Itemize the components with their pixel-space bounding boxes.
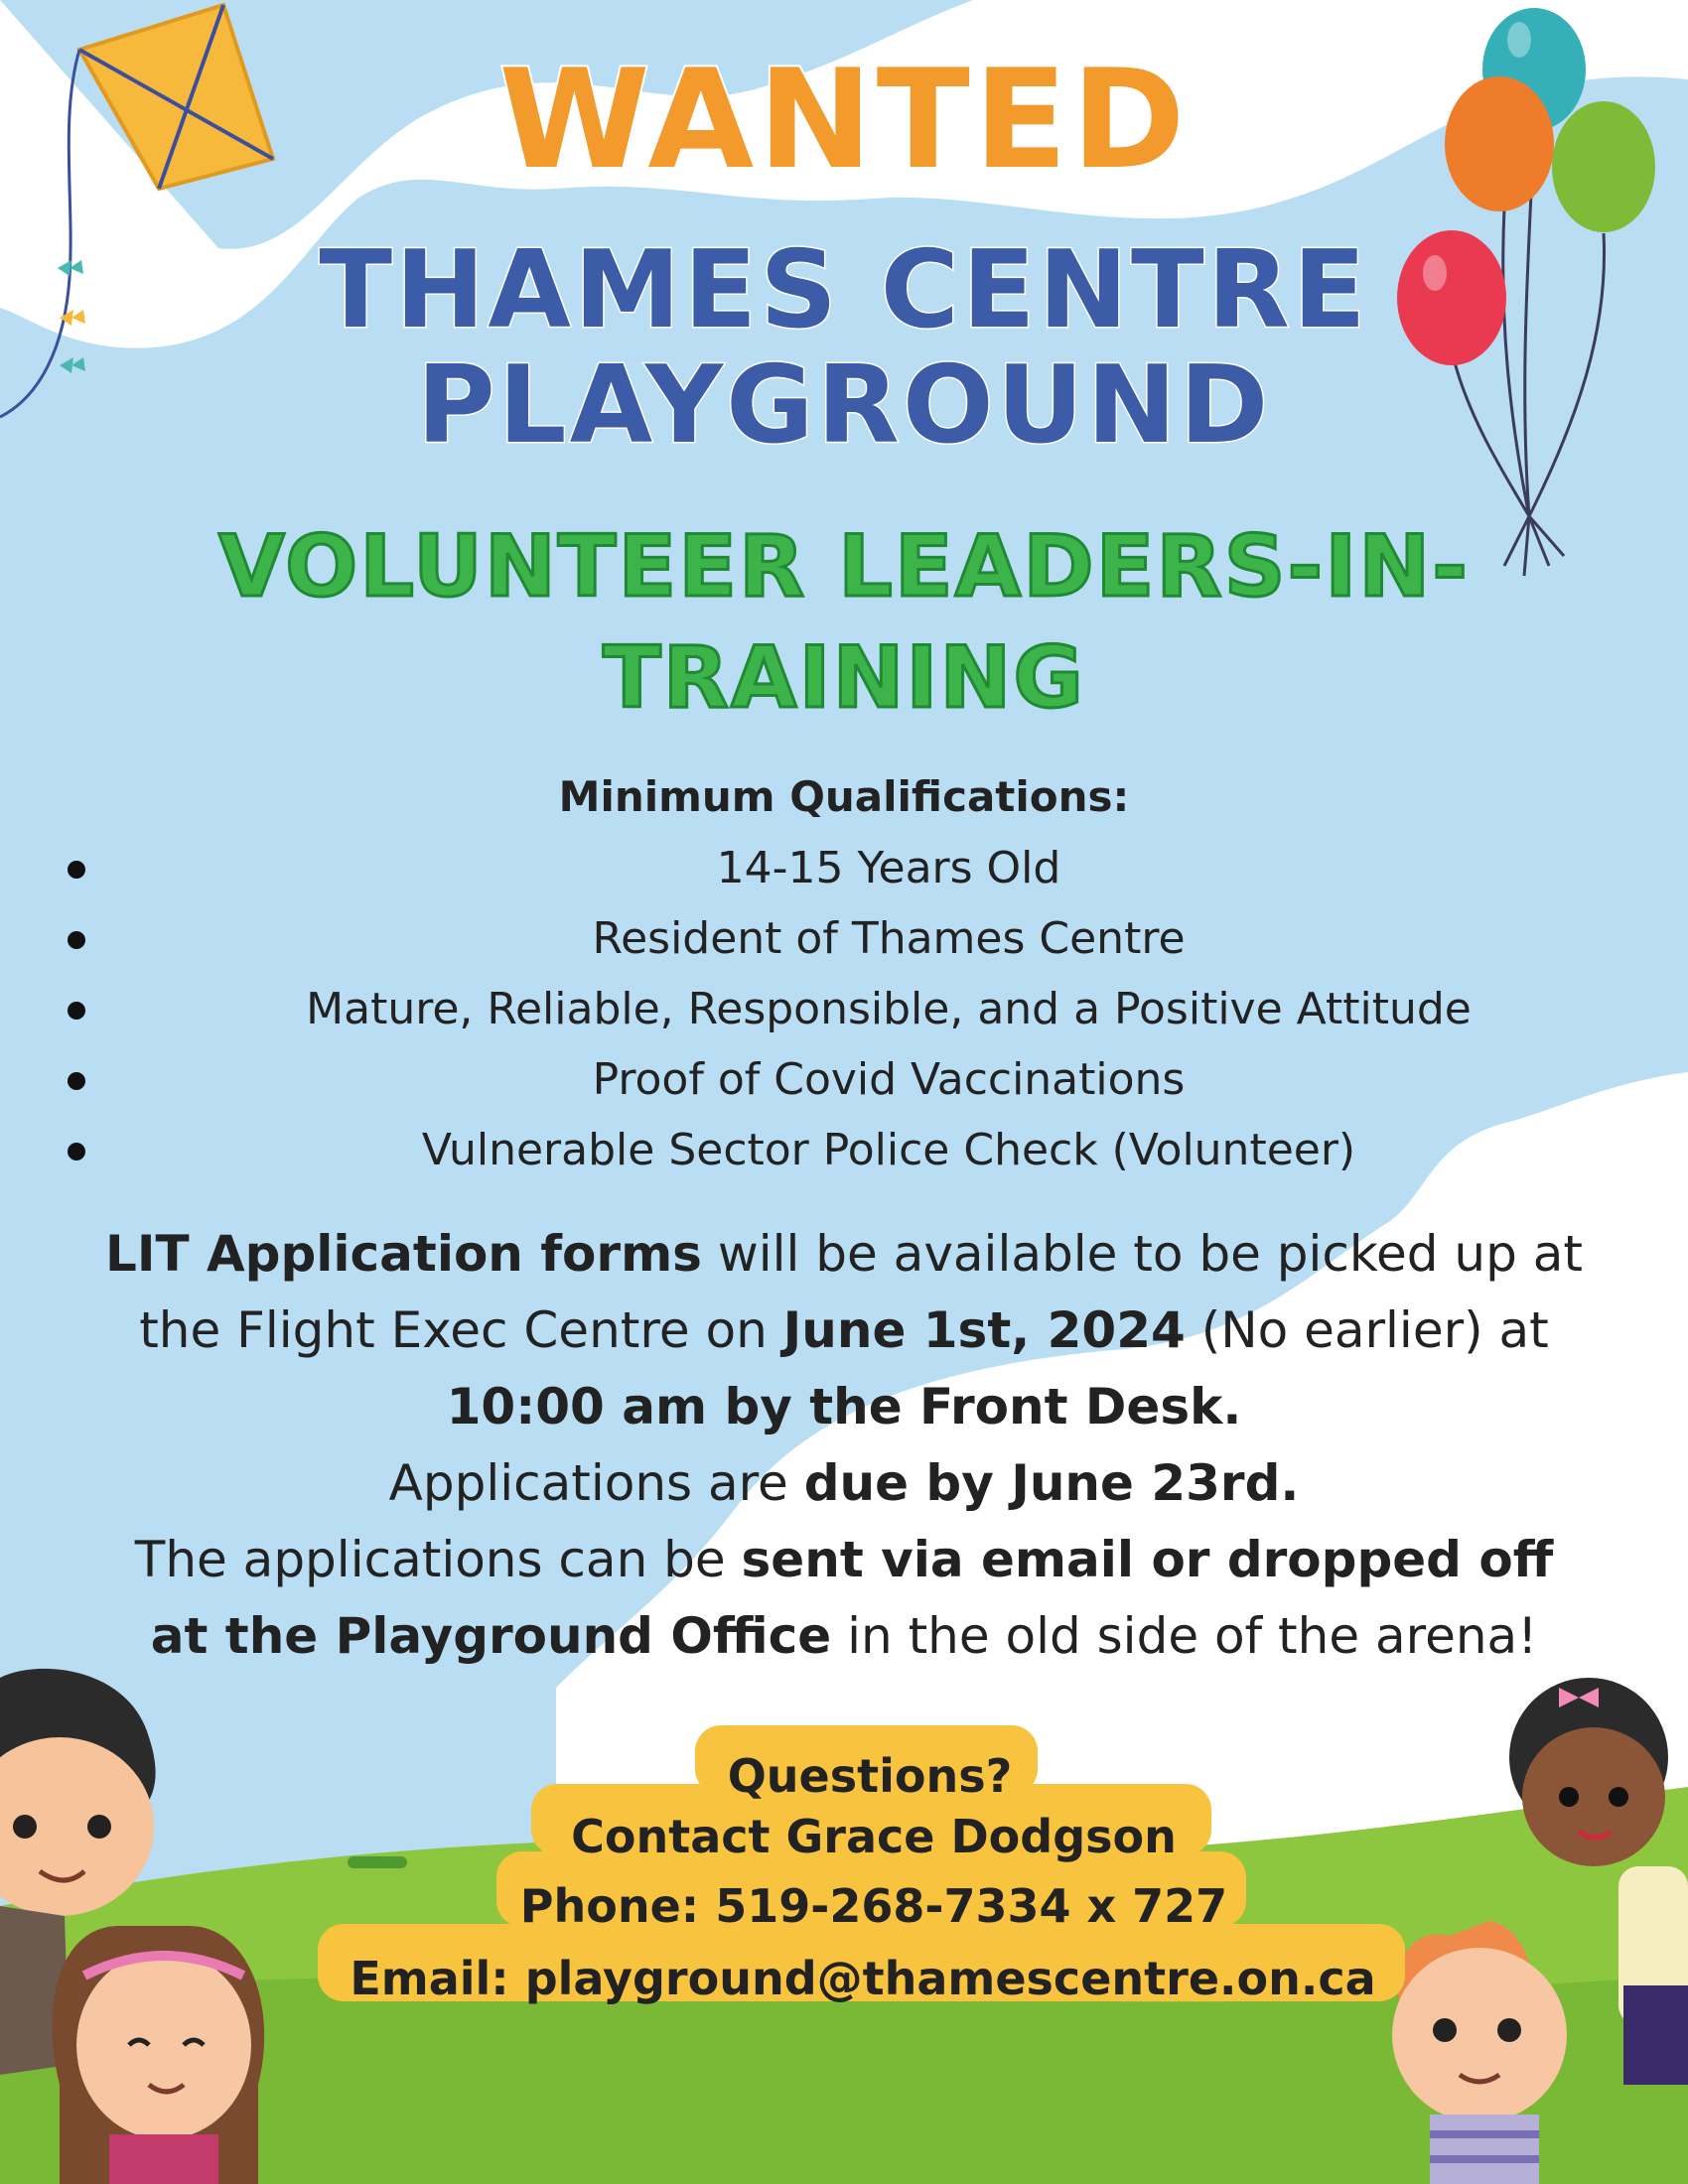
application-info [99,1216,1589,1675]
page-title [0,228,1688,468]
subtitle-line-1: VOLUNTEER LEADERS-IN- [218,517,1470,616]
info-text: will be available to be picked up at the Flight Exec Centre on [139,1225,1583,1359]
bullet-icon [68,931,85,949]
subtitle-line-2: TRAINING [603,628,1085,728]
contact-email: Email: playground@thamescentre.on.ca [350,1952,1376,2005]
info-bold-submit: sent via email or dropped off at the Playground Office [150,1531,1554,1665]
contact-phone: Phone: 519-268-7334 x 727 [519,1879,1228,1933]
info-bold-due: due by June 23rd. [803,1454,1300,1512]
title-line-1: THAMES CENTRE [319,228,1369,352]
bullet-icon [68,861,85,879]
list-item: Proof of Covid Vaccinations [0,1050,1688,1121]
contact-questions: Questions? [727,1749,1013,1803]
qualifications-list [0,839,1688,1191]
info-text: Applications are [388,1454,804,1512]
info-bold-forms: LIT Application forms [105,1225,702,1283]
info-bold-date: June 1st, 2024 [782,1301,1186,1359]
info-text: in the old side of the arena! [831,1607,1538,1665]
title-line-2: PLAYGROUND [416,343,1272,468]
qualifications-heading: Minimum Qualifications: [558,772,1130,821]
list-item: Mature, Reliable, Responsible, and a Positive Attitude [0,980,1688,1050]
list-item: Resident of Thames Centre [0,909,1688,980]
info-text: The applications can be [134,1531,742,1588]
page-subtitle [0,511,1688,734]
bullet-icon [68,1002,85,1020]
contact-name: Contact Grace Dodgson [571,1810,1177,1863]
bullet-icon [68,1143,85,1160]
list-item: Vulnerable Sector Police Check (Volunteer) [0,1121,1688,1191]
bullet-icon [68,1072,85,1090]
info-text: (No earlier) at [1185,1301,1549,1359]
wanted-heading: WANTED [498,40,1190,200]
info-bold-time: 10:00 am by the Front Desk. [446,1378,1242,1435]
list-item: 14-15 Years Old [0,839,1688,909]
